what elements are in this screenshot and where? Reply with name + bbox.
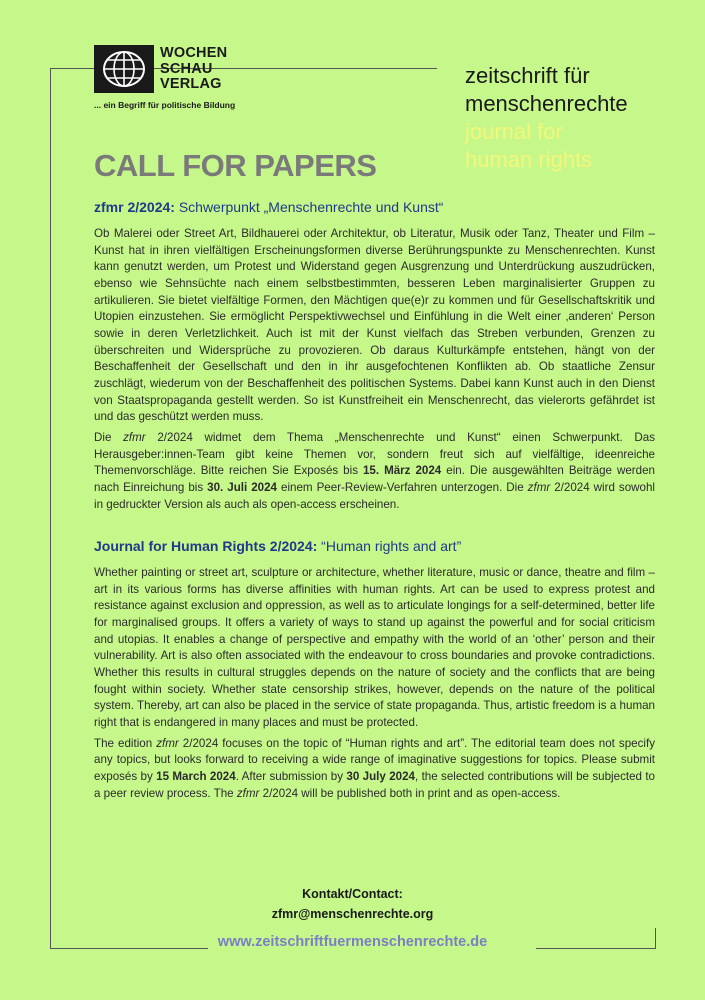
- section-gap: [94, 517, 655, 538]
- german-p2-text-g: einem Peer-Review-Verfahren unterzogen. Die: [277, 480, 528, 494]
- english-p2-deadline-submission: 30 July 2024: [346, 770, 415, 784]
- publisher-name: [160, 46, 227, 93]
- english-p2-deadline-expose: 15 March 2024: [156, 770, 236, 784]
- journal-title: [465, 62, 628, 174]
- german-p2-deadline-expose: 15. März 2024: [362, 464, 442, 478]
- website-link[interactable]: www.zeitschriftfuermenschenrechte.de: [217, 934, 488, 950]
- contact-block: [0, 884, 705, 924]
- publisher-name-line-3: VERLAG: [160, 76, 222, 92]
- publisher-name-line-2: SCHAU: [160, 60, 213, 77]
- journal-title-de-2: menschenrechte: [465, 91, 628, 116]
- frame-left-rule: [50, 68, 51, 948]
- english-heading: [94, 538, 655, 554]
- english-p2-text-a: The edition: [94, 736, 157, 750]
- english-p2-text-e: . After submission by: [235, 770, 347, 784]
- english-p2-text-i: 2/2024 will be published both in print and as open-access.: [259, 786, 561, 800]
- german-heading-rest: Schwerpunkt „Menschenrechte und Kunst“: [174, 199, 444, 215]
- english-paragraph-1: Whether painting or street art, sculpture or architecture, whether literature, music or dance, theatre and film – art in its various forms has diverse affinities with human rights. Art can be used to express protest and resistance against exclusion and oppression, as well as to articulate longings for a self-determined, better life for marginalised groups. It offers a variety of ways to stand up against the powerful and for social criticism and utopias. It enables a change of perspective and empathy with the world of an ‘other’ person and their vulnerability. Art is also often associated with the endeavour to cross boundaries and provoke contradictions. Whether this results in cultural struggles depends on the nature of society and the conflicts that are being fought within society. Whether state censorship strikes, however, depends on the nature of the political system. Thereby, art can also be placed in the service of state propaganda. Thus, artistic freedom is a human right that is endangered in many places and must be protected.: [94, 566, 655, 730]
- publisher-tagline: ... ein Begriff für politische Bildung: [94, 100, 236, 110]
- contact-label: Kontakt/Contact:: [302, 887, 403, 901]
- german-heading-bold: zfmr 2/2024:: [94, 199, 175, 215]
- german-p2-journal-italic-2: zfmr: [527, 480, 551, 494]
- german-paragraph-1: Ob Malerei oder Street Art, Bildhauerei oder Architektur, ob Literatur, Musik oder Tanz, Theater und Film – Kunst hat in ihren vielfältigen Erscheinungsformen diverse Berührungspunkte zu Menschenrechten. Kunst kann genutzt werden, um Protest und Widerstand gegen Ausgrenzung und Unterdrückung auszudrücken, ebenso wie Sehnsüchte nach einem selbstbestimmten, besseren Leben marginalisierter Gruppen zu artikulieren. Sie bietet vielfältige Formen, den Mächtigen que(e)r zu kommen und für Gesellschaftskritik und Utopien einzustehen. Sie ermöglicht Perspektivwechsel und Einfühlung in die Welt einer ‚anderen‘ Person sowie in deren Verletzlichkeit. Auch ist mit der Kunst vielfach das Streben verbunden, Grenzen zu überschreiten und Widersprüche zu provozieren. Ob daraus Kulturkämpfe entstehen, hängt von der Beschaffenheit der Gesellschaft und den in ihr ausgefochtenen Konflikten ab. Ob staatliche Zensur zuschlägt, wiederum von der Beschaffenheit des politischen Systems. Dabei kann Kunst auch in den Dienst von Staatspropaganda gestellt werden. So ist Kunstfreiheit ein Menschenrecht, das vielerorts gefährdet ist und das geschützt werden muss.: [94, 227, 655, 424]
- english-p2-journal-italic: zfmr: [156, 736, 179, 750]
- english-p2-journal-italic-2: zfmr: [236, 786, 260, 800]
- german-p2-deadline-submission: 30. Juli 2024: [207, 480, 278, 494]
- english-p2-text-g: , the selected contributions will be subjected to a peer review process. The: [94, 770, 656, 800]
- journal-title-de-1: zeitschrift für: [465, 63, 590, 88]
- english-heading-bold: Journal for Human Rights 2/2024:: [94, 538, 318, 555]
- main-content: [94, 199, 655, 806]
- german-p2-text-c: 2/2024 widmet dem Thema „Menschenrechte und Kunst“ einen Schwerpunkt. Das Herausgeber:innen-Team gibt keine Themen vor, sondern freut sich auf vielfältige, ideenreiche Themenvorschläge. Bitte reichen Sie Exposés bis: [94, 430, 655, 478]
- english-paragraph-2: [94, 736, 655, 803]
- journal-title-en-2: human rights: [465, 147, 593, 172]
- german-p2-journal-italic: zfmr: [123, 430, 146, 444]
- german-paragraph-2: [94, 430, 655, 513]
- english-heading-rest: “Human rights and art”: [317, 538, 462, 555]
- call-for-papers-title: CALL FOR PAPERS: [94, 148, 377, 183]
- german-heading: [94, 199, 655, 215]
- german-p2-text-e: ein. Die ausgewählten Beiträge werden nach Einreichung bis: [94, 464, 656, 494]
- german-p2-text-a: Die: [94, 430, 124, 444]
- german-p2-text-i: 2/2024 wird sowohl in gedruckter Version als auch als open-access erscheinen.: [94, 480, 655, 511]
- publisher-name-line-1: WOCHEN: [160, 45, 228, 61]
- english-p2-text-c: 2/2024 focuses on the topic of “Human rights and art”. The editorial team does not specify any topics, but looks forward to receiving a wide range of imaginative suggestions for topics. Please submit exposés by: [94, 736, 655, 784]
- journal-title-en-1: journal for: [465, 119, 563, 144]
- globe-logo-mark: [94, 45, 154, 93]
- contact-email-link[interactable]: zfmr@menschenrechte.org: [271, 907, 434, 921]
